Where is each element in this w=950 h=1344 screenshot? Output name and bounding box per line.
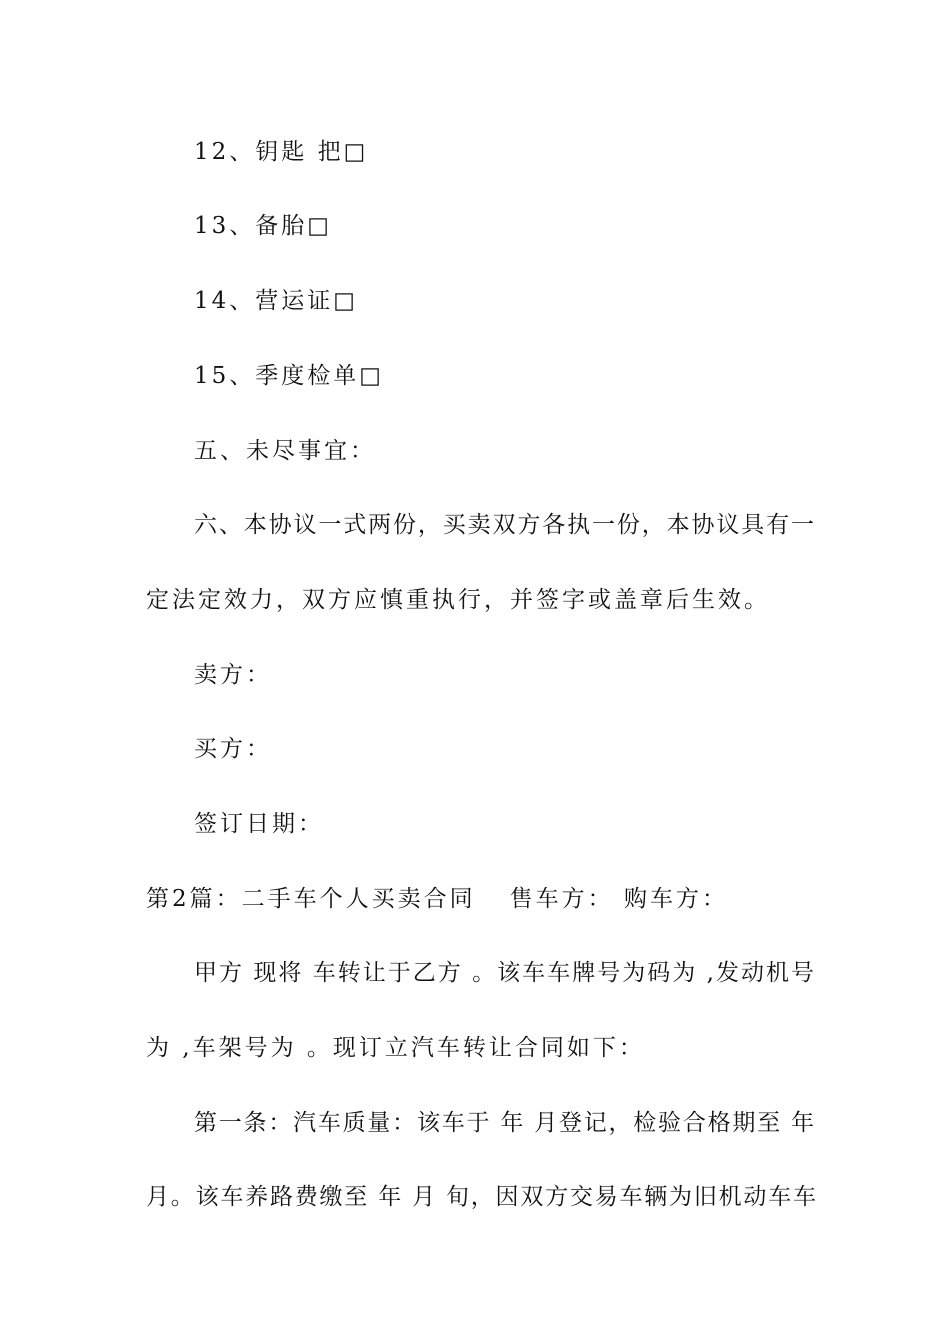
- section-six-line-1: 六、本协议一式两份，买卖双方各执一份，本协议具有一: [194, 512, 814, 538]
- section-five-heading: 五、未尽事宜：: [194, 438, 376, 464]
- article-2-title: 第2篇：二手车个人买卖合同: [146, 886, 476, 912]
- transfer-paragraph-line-1: 甲方 现将 车转让于乙方 。该车车牌号为码为 ,发动机号: [194, 960, 814, 986]
- item-spare-tire: 13、备胎□: [194, 213, 332, 239]
- section-six-line-2: 定法定效力，双方应慎重执行，并签字或盖章后生效。: [146, 587, 770, 613]
- clause-one-line-1: 第一条：汽车质量：该车于 年 月登记，检验合格期至 年: [194, 1110, 814, 1136]
- article-2-heading: [146, 884, 816, 914]
- item-operation-permit: 14、营运证□: [194, 288, 358, 314]
- buyer-label: 买方：: [194, 736, 272, 762]
- clause-one-line-2: 月。该车养路费缴至 年 月 旬，因双方交易车辆为旧机动车车: [146, 1184, 816, 1210]
- buyer-party-label: 购车方：: [623, 886, 728, 912]
- signing-date-label: 签订日期：: [194, 811, 324, 837]
- transfer-paragraph-line-2: 为 ,车架号为 。现订立汽车转让合同如下：: [146, 1035, 645, 1061]
- item-quarterly-inspection: 15、季度检单□: [194, 363, 384, 389]
- item-keys: 12、钥匙 把□: [194, 139, 369, 165]
- seller-label: 卖方：: [194, 662, 272, 688]
- seller-party-label: 售车方：: [509, 886, 614, 912]
